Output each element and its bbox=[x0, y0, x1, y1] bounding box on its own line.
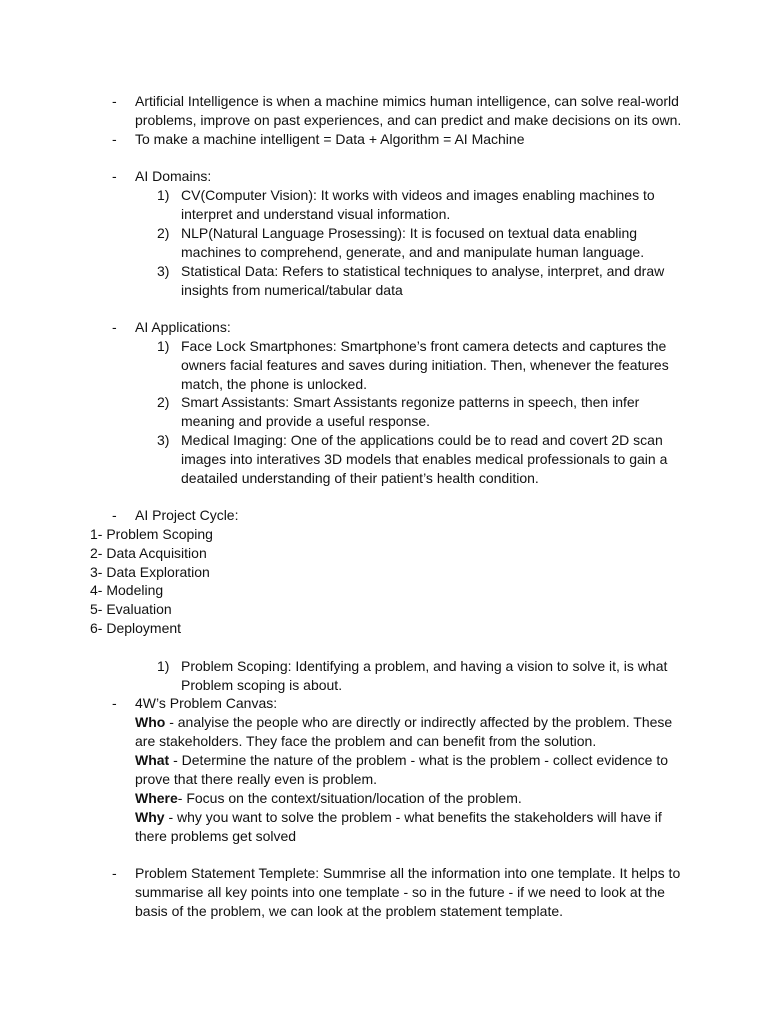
application-line: match, the phone is unlocked. bbox=[181, 376, 368, 392]
bullet-dash: - bbox=[112, 695, 117, 711]
statement-line: basis of the problem, we can look at the problem statement template. bbox=[135, 903, 564, 919]
what-label: What bbox=[135, 752, 170, 768]
where-line-1 bbox=[135, 789, 522, 807]
why-label: Why bbox=[135, 809, 165, 825]
domain-number: 1) bbox=[157, 187, 170, 203]
domain-line: CV(Computer Vision): It works with videos and images enabling machines to bbox=[181, 187, 655, 203]
bullet-dash: - bbox=[112, 168, 117, 184]
cycle-heading: AI Project Cycle: bbox=[135, 507, 239, 523]
bullet-dash: - bbox=[112, 507, 117, 523]
scoping-line: Problem Scoping: Identifying a problem, and having a vision to solve it, is what bbox=[181, 658, 668, 674]
statement-line: Problem Statement Templete: Summrise all the information into one template. It helps to bbox=[135, 865, 681, 881]
canvas-heading: 4W’s Problem Canvas: bbox=[135, 695, 278, 711]
domain-line: interpret and understand visual information. bbox=[181, 206, 451, 222]
where-label: Where bbox=[135, 790, 178, 806]
cycle-step: 1- Problem Scoping bbox=[90, 526, 213, 542]
bullet-dash: - bbox=[112, 93, 117, 109]
application-line: deatailed understanding of their patient’s health condition. bbox=[181, 470, 539, 486]
domain-number: 3) bbox=[157, 263, 170, 279]
application-line: Medical Imaging: One of the applications could be to read and covert 2D scan bbox=[181, 432, 663, 448]
bullet-dash: - bbox=[112, 131, 117, 147]
domain-line: Statistical Data: Refers to statistical techniques to analyse, interpret, and draw bbox=[181, 263, 665, 279]
what-line-2: prove that there really even is problem. bbox=[135, 771, 378, 787]
application-number: 3) bbox=[157, 432, 170, 448]
domain-line: insights from numerical/tabular data bbox=[181, 282, 403, 298]
scoping-number: 1) bbox=[157, 658, 170, 674]
cycle-step: 5- Evaluation bbox=[90, 601, 172, 617]
application-number: 1) bbox=[157, 338, 170, 354]
machine-formula: To make a machine intelligent = Data + Algorithm = AI Machine bbox=[135, 131, 525, 147]
application-line: Smart Assistants: Smart Assistants regonize patterns in speech, then infer bbox=[181, 394, 640, 410]
why-text: - why you want to solve the problem - what benefits the stakeholders will have if bbox=[164, 809, 662, 825]
bullet-dash: - bbox=[112, 865, 117, 881]
domains-heading: AI Domains: bbox=[135, 168, 212, 184]
cycle-step: 6- Deployment bbox=[90, 620, 182, 636]
who-text: - analyise the people who are directly or indirectly affected by the problem. These bbox=[165, 714, 673, 730]
statement-line: summarise all key points into one template - so in the future - if we need to look at the bbox=[135, 884, 665, 900]
domain-number: 2) bbox=[157, 225, 170, 241]
application-line: owners facial features and saves during initiation. Then, whenever the features bbox=[181, 357, 669, 373]
who-label: Who bbox=[135, 714, 166, 730]
why-line-2: there problems get solved bbox=[135, 828, 297, 844]
applications-heading: AI Applications: bbox=[135, 319, 231, 335]
application-number: 2) bbox=[157, 394, 170, 410]
application-line: Face Lock Smartphones: Smartphone’s front camera detects and captures the bbox=[181, 338, 667, 354]
ai-definition-line-1: Artificial Intelligence is when a machine mimics human intelligence, can solve real-world bbox=[135, 93, 679, 109]
bullet-dash: - bbox=[112, 319, 117, 335]
who-line-2: are stakeholders. They face the problem and can benefit from the solution. bbox=[135, 733, 597, 749]
where-text: - Focus on the context/situation/location of the problem. bbox=[177, 790, 522, 806]
cycle-step: 4- Modeling bbox=[90, 582, 164, 598]
cycle-step: 3- Data Exploration bbox=[90, 564, 210, 580]
why-line-1 bbox=[135, 808, 662, 826]
ai-definition-line-2: problems, improve on past experiences, and can predict and make decisions on its own. bbox=[135, 112, 682, 128]
who-line-1 bbox=[135, 713, 672, 731]
what-text: - Determine the nature of the problem - what is the problem - collect evidence to bbox=[169, 752, 669, 768]
domain-line: machines to comprehend, generate, and and manipulate human language. bbox=[181, 244, 645, 260]
application-line: images into interatives 3D models that enables medical professionals to gain a bbox=[181, 451, 668, 467]
cycle-step: 2- Data Acquisition bbox=[90, 545, 207, 561]
domain-line: NLP(Natural Language Prosessing): It is focused on textual data enabling bbox=[181, 225, 638, 241]
what-line-1 bbox=[135, 751, 668, 769]
scoping-line: Problem scoping is about. bbox=[181, 677, 343, 693]
application-line: meaning and provide a useful response. bbox=[181, 413, 431, 429]
